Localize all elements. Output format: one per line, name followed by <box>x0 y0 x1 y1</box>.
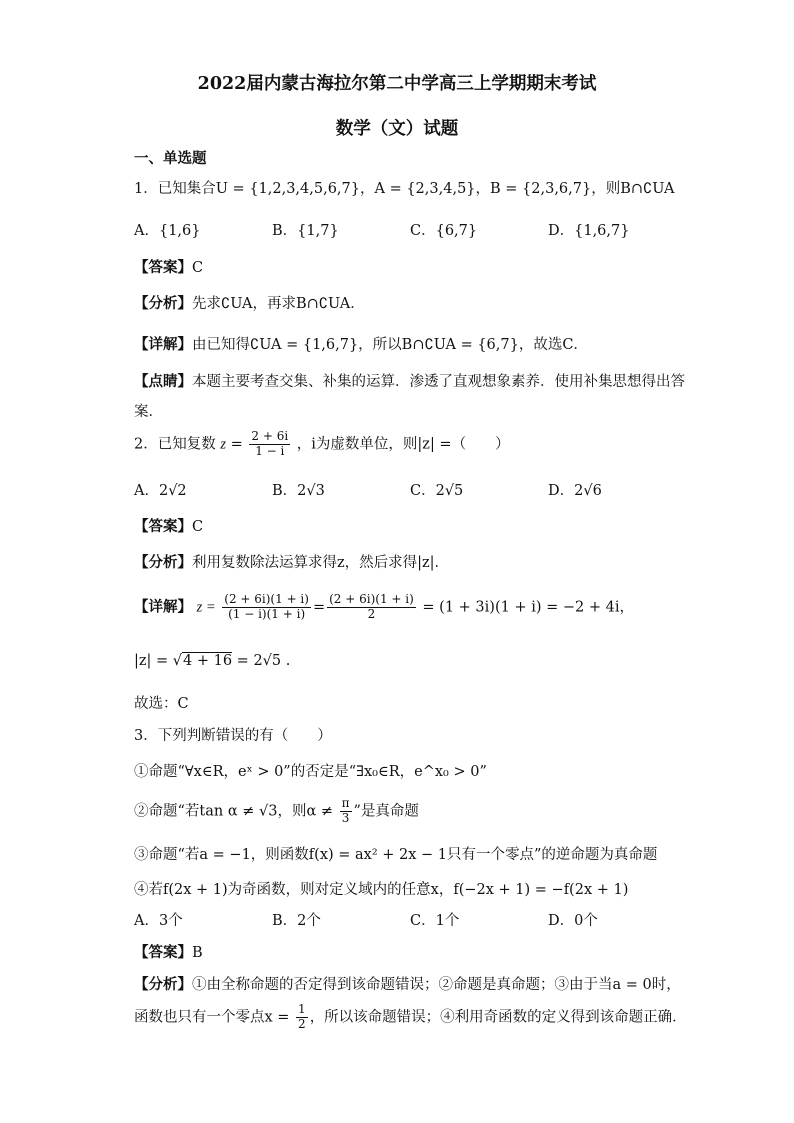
q3-item-2-fraction <box>340 797 352 826</box>
q1-detail <box>134 333 588 354</box>
q1-option-b: B．{1,7} <box>272 223 339 239</box>
detail-tag: 【详解】 <box>134 598 192 616</box>
q2-option-c: C．2√5 <box>410 483 464 499</box>
q2-detail-lhs: z = <box>196 599 216 616</box>
q1-answer-value: C <box>192 260 204 276</box>
q2-modulus-suffix: = 2√5 . <box>232 653 291 669</box>
q3-item-3: ③命题“若a = −1，则函数f(x) = ax² + 2x − 1只有一个零点”的逆命题为真命题 <box>134 847 658 863</box>
q3-item-4: ④若f(2x + 1)为奇函数，则对定义域内的任意x，f(−2x + 1) = −f(2x + 1) <box>134 882 629 898</box>
q2-answer-value: C <box>192 519 204 535</box>
q3-analysis-fraction <box>296 1003 308 1032</box>
page-subtitle: 数学（文）试题 <box>335 119 459 139</box>
q2-analysis-text: 利用复数除法运算求得z，然后求得|z|． <box>192 555 450 571</box>
q3-item-2-suffix: ”是真命题 <box>353 803 419 820</box>
q1-analysis <box>134 292 365 313</box>
q3-option-a: A．3个 <box>134 913 183 929</box>
q3-item-2-prefix: ②命题“若tan α ≠ √3，则α ≠ <box>134 803 334 820</box>
q1-comment-text: 本题主要考查交集、补集的运算．渗透了直观想象素养．使用补集思想得出答 <box>192 374 685 390</box>
q2-detail-fraction-1-numerator: (2 + 6i)(1 + i) <box>224 592 309 606</box>
q2-detail: 【详解】 z = $\frac{(2 + 6i)(1 + i)}{(1 - i)(1 + i)}$ = $\frac{(2 + 6i)(1 + i)}{2}$ = (1 + 3i)(1 + i) = −2 + 4i， <box>134 592 634 621</box>
q2-option-a: A．2√2 <box>134 483 187 499</box>
q2-stem-prefix: 2．已知复数 <box>134 436 216 453</box>
q3-item-2-fraction-numerator: π <box>341 796 350 810</box>
q2-fraction-denominator: 1 − i <box>255 443 285 458</box>
page-title: 2022届内蒙古海拉尔第二中学高三上学期期末考试 <box>197 74 597 94</box>
q3-stem: 3．下列判断错误的有（ ） <box>134 728 332 744</box>
q3-option-b: B．2个 <box>272 913 321 929</box>
q2-fraction-numerator: 2 + 6i <box>251 429 289 443</box>
q1-answer <box>134 256 203 277</box>
q2-detail-fraction-1-denominator: (1 − i)(1 + i) <box>228 606 306 621</box>
q1-option-d: D．{1,6,7} <box>548 223 630 239</box>
q2-modulus: |z| = √4 + 16 = 2√5 . <box>134 653 291 669</box>
q3-option-d: D．0个 <box>548 913 598 929</box>
q1-detail-text: 由已知得∁UA = {1,6,7}，所以B∩∁UA = {6,7}，故选C． <box>192 337 588 353</box>
answer-tag: 【答案】 <box>134 518 192 535</box>
q3-answer-value: B <box>192 945 203 961</box>
q2-fraction <box>249 430 290 459</box>
answer-tag: 【答案】 <box>134 259 192 276</box>
q2-stem-suffix: ，i为虚数单位，则|z| =（ ） <box>296 436 510 453</box>
answer-tag: 【答案】 <box>134 944 192 961</box>
q2-analysis <box>134 551 449 572</box>
q3-option-c: C．1个 <box>410 913 460 929</box>
q2-answer <box>134 515 203 536</box>
q1-comment-continued: 案． <box>134 404 163 420</box>
analysis-tag: 【分析】 <box>134 295 192 312</box>
q3-analysis-line2-suffix: ，所以该命题错误；④利用奇函数的定义得到该命题正确． <box>309 1009 687 1026</box>
q1-option-c: C．{6,7} <box>410 223 478 239</box>
q2-conclusion: 故选：C <box>134 696 189 712</box>
section-heading: 一、单选题 <box>134 150 207 167</box>
q2-detail-fraction-2-numerator: (2 + 6i)(1 + i) <box>329 592 414 606</box>
q3-analysis-fraction-numerator: 1 <box>298 1002 306 1016</box>
q1-stem: 1．已知集合U = {1,2,3,4,5,6,7}，A = {2,3,4,5}，B = {2,3,6,7}，则B∩∁UA <box>134 181 675 197</box>
analysis-tag: 【分析】 <box>134 554 192 571</box>
q3-answer <box>134 941 203 962</box>
q1-option-a: A．{1,6} <box>134 223 201 239</box>
q3-analysis-fraction-denominator: 2 <box>298 1016 306 1031</box>
q2-detail-fraction-2 <box>327 593 416 622</box>
q3-item-2 <box>134 797 419 826</box>
q3-item-2-fraction-denominator: 3 <box>341 810 350 825</box>
detail-tag: 【详解】 <box>134 336 192 353</box>
q2-detail-fraction-1 <box>222 593 311 622</box>
comment-tag: 【点睛】 <box>134 373 192 390</box>
q2-stem: 2．已知复数 z = $\frac{2 + 6i}{1 - i}$ ，i为虚数单位，则|z| =（ ） <box>134 429 510 458</box>
q1-comment <box>134 370 685 391</box>
q2-z-var: z <box>220 436 226 453</box>
q3-analysis-line2-prefix: 函数也只有一个零点x = <box>134 1009 290 1026</box>
q1-analysis-text: 先求∁UA，再求B∩∁UA． <box>192 296 365 312</box>
q3-analysis-continued <box>134 1003 687 1032</box>
q3-analysis <box>134 973 681 994</box>
q2-option-d: D．2√6 <box>548 483 602 499</box>
q3-analysis-text: ①由全称命题的否定得到该命题错误；②命题是真命题；③由于当a = 0时， <box>192 977 681 993</box>
q2-option-b: B．2√3 <box>272 483 325 499</box>
q2-modulus-prefix: |z| = <box>134 653 173 669</box>
q2-detail-fraction-2-denominator: 2 <box>367 606 376 621</box>
analysis-tag: 【分析】 <box>134 976 192 993</box>
q2-detail-rest: = (1 + 3i)(1 + i) = −2 + 4i， <box>422 599 634 616</box>
q3-item-1: ①命题“∀x∈R，eˣ > 0”的否定是“∃x₀∈R，e^x₀ > 0” <box>134 764 487 780</box>
q2-modulus-radicand: 4 + 16 <box>183 653 233 669</box>
